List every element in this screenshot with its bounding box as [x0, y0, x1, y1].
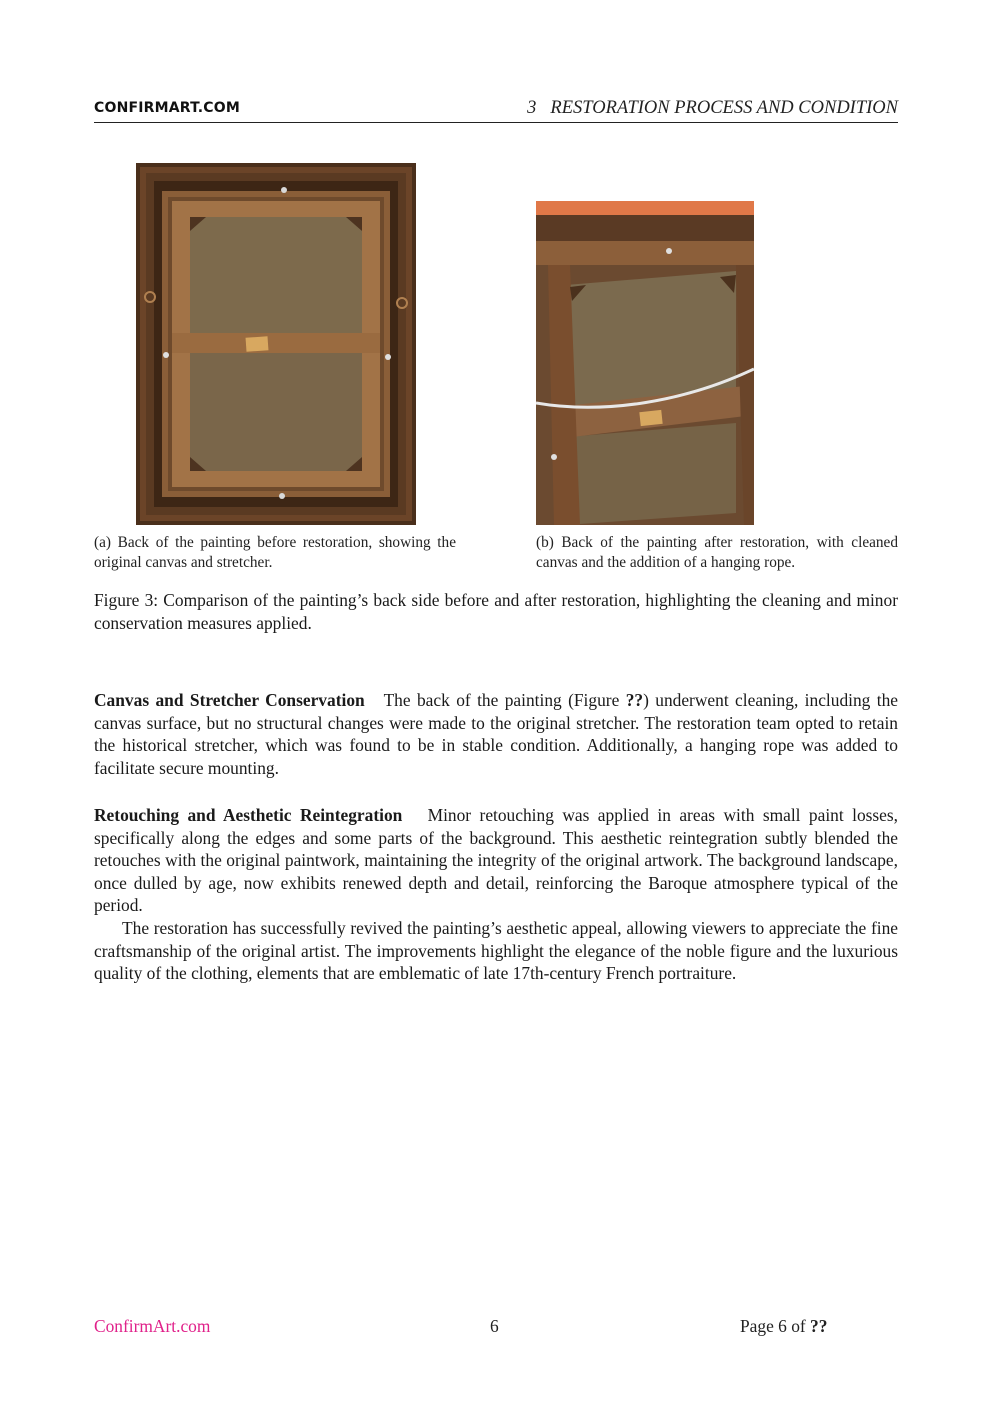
- header-rule: [94, 122, 898, 123]
- paragraph-text: Minor retouching was applied in areas with small paint losses, specifically along the edges and some parts of the background. This aesthetic reintegration subtly blended the retouches with the original paintwork, maintaining the integrity of the original artwork. The background landscape, once dulled by age, now exhibits renewed depth and detail, reinforcing the Baroque atmosphere typical of the period.: [94, 805, 899, 916]
- figure-reference[interactable]: ??: [625, 690, 644, 710]
- paragraph-text: The back of the painting (Figure: [383, 690, 626, 710]
- paragraph-text: ) underwent cleaning, including the canvas surface, but no structural changes were made to the original stretcher. The restoration team opted to retain the historical stretcher, which was found to be in stable condition. Additionally, a hanging rope was added to facilitate secure mounting.: [94, 690, 899, 778]
- paragraph-heading: Canvas and Stretcher Conservation: [94, 690, 365, 710]
- section-title: RESTORATION PROCESS AND CONDITION: [550, 98, 898, 118]
- section-number: 3: [527, 98, 537, 118]
- subfigure-b-caption: (b) Back of the painting after restoration, with cleaned canvas and the addition of a hanging rope.: [536, 534, 898, 571]
- footer-page-of: [740, 1316, 827, 1337]
- site-logo: CONFIRMART.COM: [94, 100, 241, 116]
- figure-caption: Figure 3: Comparison of the painting’s back side before and after restoration, highlighting the cleaning and minor conservation measures applied.: [94, 590, 898, 633]
- photo-before-restoration: [136, 163, 416, 525]
- running-section-header: [527, 98, 898, 119]
- footer-site-link[interactable]: ConfirmArt.com: [94, 1316, 211, 1336]
- paragraph-retouching: [94, 804, 898, 917]
- paragraph-conclusion: The restoration has successfully revived the painting’s aesthetic appeal, allowing viewers to appreciate the fine craftsmanship of the original artist. The improvements highlight the elegance of the noble figure and the luxurious quality of the clothing, elements that are emblematic of late 17th-century French portraiture.: [94, 918, 898, 984]
- paragraph-canvas-stretcher: [94, 689, 898, 779]
- footer-page-number: 6: [490, 1316, 499, 1336]
- photo-after-restoration: [536, 201, 754, 525]
- subfigure-a-caption: (a) Back of the painting before restoration, showing the original canvas and stretcher.: [94, 534, 456, 571]
- page-of-label: Page 6 of: [740, 1316, 811, 1336]
- paragraph-heading: Retouching and Aesthetic Reintegration: [94, 805, 403, 825]
- page-total: ??: [810, 1316, 828, 1336]
